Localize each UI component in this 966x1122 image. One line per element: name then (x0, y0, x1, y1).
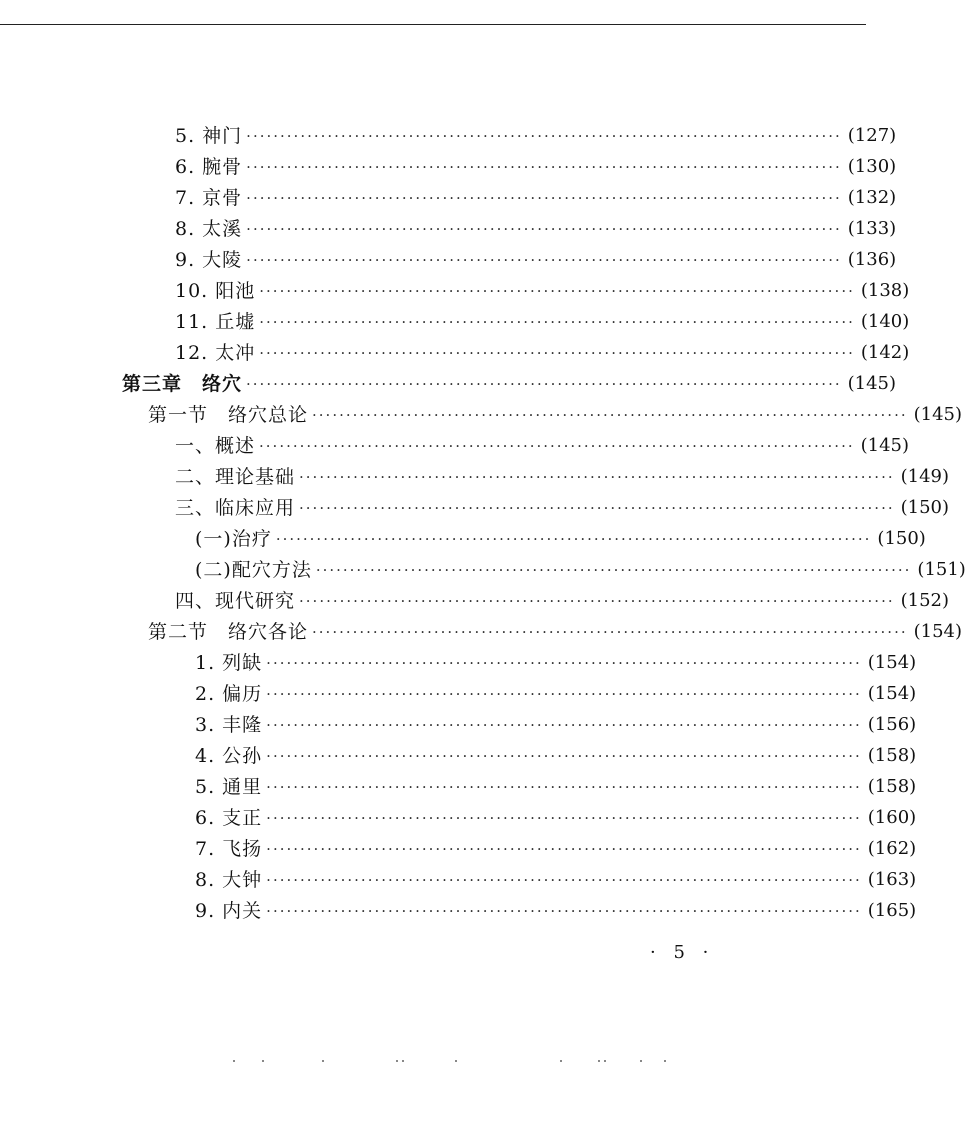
toc-entry[interactable] (175, 246, 897, 274)
toc-entry-title: 6. 腕骨 (175, 156, 243, 178)
toc-entry-page: (154) (867, 652, 917, 673)
toc-entry-title: 4. 公孙 (195, 745, 263, 767)
toc-entry-title: 8. 大钟 (195, 869, 263, 891)
toc-entry[interactable] (195, 804, 917, 832)
dot-leader: ························································································ (266, 778, 862, 796)
toc-entry-page: (150) (877, 528, 926, 549)
toc-section-title: 第二节 络穴各论 (148, 621, 309, 643)
toc-entry[interactable] (195, 866, 917, 894)
dot-leader: ························································································ (266, 902, 862, 920)
dot-leader: ························································································ (246, 220, 842, 238)
toc-entry-title: 9. 大陵 (175, 249, 243, 271)
toc-entry-title: 2. 偏历 (195, 683, 263, 705)
toc-entry[interactable] (195, 680, 917, 708)
toc-entry-page: (140) (860, 311, 910, 332)
toc-entry-title: 11. 丘墟 (175, 311, 256, 333)
dot-leader: ························································································ (266, 716, 862, 734)
toc-entry[interactable] (175, 587, 950, 615)
scan-specks (0, 1060, 866, 1064)
toc-entry-title: 10. 阳池 (175, 280, 256, 302)
toc-entry-title: 一、概述 (175, 435, 256, 457)
toc-entry-title: 8. 太溪 (175, 218, 243, 240)
toc-entry-title: 3. 丰隆 (195, 714, 263, 736)
dot-leader: ························································································ (266, 809, 862, 827)
toc-entry-title: 四、现代研究 (175, 590, 296, 612)
dot-leader: ························································································ (259, 313, 855, 331)
toc-entry[interactable] (195, 711, 917, 739)
toc-entry[interactable] (195, 525, 926, 553)
toc-entry-page: (154) (867, 683, 917, 704)
dot-leader: ························································································ (259, 282, 855, 300)
toc-entry-page: (158) (867, 745, 917, 766)
toc-entry[interactable] (195, 649, 917, 677)
toc-entry-page: (138) (860, 280, 910, 301)
toc-entry-page: (154) (913, 621, 963, 642)
toc-entry[interactable] (175, 122, 897, 150)
toc-entry-title: 5. 通里 (195, 776, 263, 798)
toc-section[interactable] (148, 401, 963, 429)
dot-leader: ························································································ (312, 406, 908, 424)
toc-entry[interactable] (195, 773, 917, 801)
toc-chapter[interactable] (122, 370, 897, 398)
dot-leader: ························································································ (266, 685, 862, 703)
toc-entry-title: 12. 太冲 (175, 342, 256, 364)
toc-entry[interactable] (175, 215, 897, 243)
toc-entry[interactable] (195, 742, 917, 770)
dot-leader: ························································································ (246, 158, 842, 176)
toc-entry[interactable] (175, 463, 950, 491)
toc-entry[interactable] (175, 277, 910, 305)
dot-leader: ························································································ (299, 499, 895, 517)
toc-section-title: 第一节 络穴总论 (148, 404, 309, 426)
dot-leader: ························································································ (246, 375, 842, 393)
dot-leader: ························································································ (299, 592, 895, 610)
dot-leader: ························································································ (266, 871, 862, 889)
toc-chapter-title: 第三章 络穴 (122, 373, 243, 395)
toc-entry-page: (150) (900, 497, 950, 518)
toc-entry-title: 5. 神门 (175, 125, 243, 147)
dot-leader: ························································································ (275, 530, 872, 548)
toc-entry-page: (130) (847, 156, 897, 177)
dot-leader: ························································································ (312, 623, 908, 641)
toc-section[interactable] (148, 618, 963, 646)
toc-entry-title: 二、理论基础 (175, 466, 296, 488)
toc-entry-title: 7. 京骨 (175, 187, 243, 209)
toc-entry[interactable] (175, 494, 950, 522)
toc-entry-page: (163) (867, 869, 917, 890)
toc-entry-page: (152) (900, 590, 950, 611)
toc-entry-page: (136) (847, 249, 897, 270)
toc-entry[interactable] (195, 556, 966, 584)
page-number: · 5 · (650, 942, 715, 963)
dot-leader: ························································································ (315, 561, 912, 579)
toc-entry-page: (142) (860, 342, 910, 363)
toc-entry-page: (162) (867, 838, 917, 859)
toc-entry-title: 9. 内关 (195, 900, 263, 922)
toc-entry-title: 1. 列缺 (195, 652, 263, 674)
toc-entry[interactable] (195, 835, 917, 863)
toc-entry-page: (133) (847, 218, 897, 239)
toc-entry-page: (145) (913, 404, 963, 425)
toc-entry[interactable] (175, 339, 910, 367)
toc-entry-page: (160) (867, 807, 917, 828)
dot-leader: ························································································ (259, 344, 855, 362)
dot-leader: ························································································ (246, 189, 842, 207)
toc-entry-page: (132) (847, 187, 897, 208)
toc-entry[interactable] (175, 432, 910, 460)
dot-leader: ························································································ (246, 127, 842, 145)
dot-leader: ························································································ (259, 437, 855, 455)
toc-entry-page: (145) (860, 435, 910, 456)
toc-entry-page: (158) (867, 776, 917, 797)
dot-leader: ························································································ (246, 251, 842, 269)
toc-entry-title: (二)配穴方法 (195, 559, 312, 581)
toc-entry-page: (149) (900, 466, 950, 487)
toc-entry[interactable] (175, 308, 910, 336)
dot-leader: ························································································ (266, 654, 862, 672)
toc-entry[interactable] (175, 153, 897, 181)
dot-leader: ························································································ (266, 747, 862, 765)
toc-entry-page: (165) (867, 900, 917, 921)
toc-entry-page: (151) (917, 559, 966, 580)
dot-leader: ························································································ (266, 840, 862, 858)
toc-entry[interactable] (195, 897, 917, 925)
toc-entry-title: (一)治疗 (195, 528, 272, 550)
dot-leader: ························································································ (299, 468, 895, 486)
toc-entry-page: (156) (867, 714, 917, 735)
toc-entry-title: 三、临床应用 (175, 497, 296, 519)
toc-entry-title: 6. 支正 (195, 807, 263, 829)
toc-entry-page: (145) (847, 373, 897, 394)
toc-entry[interactable] (175, 184, 897, 212)
toc-entry-page: (127) (847, 125, 897, 146)
toc-entry-title: 7. 飞扬 (195, 838, 263, 860)
